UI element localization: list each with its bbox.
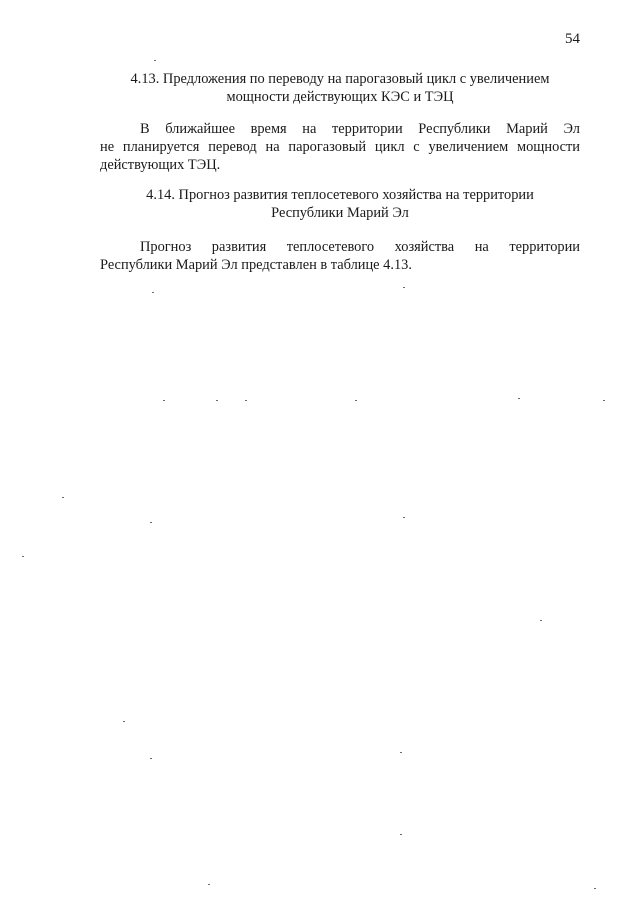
scan-speck (150, 522, 152, 523)
section-4-14-paragraph-line-1: Прогноз развития теплосетевого хозяйства на территории (140, 239, 580, 255)
section-4-14-heading (100, 186, 580, 222)
scan-speck (123, 721, 125, 722)
section-4-14-paragraph-line-2: Республики Марий Эл представлен в таблице 4.13. (100, 257, 412, 273)
scan-speck (603, 400, 605, 401)
scan-speck (403, 517, 405, 518)
scan-speck (152, 292, 154, 293)
scan-speck (403, 287, 405, 288)
scan-speck (518, 398, 520, 399)
section-4-13-paragraph (100, 120, 580, 174)
scan-speck (540, 620, 542, 621)
scan-speck (594, 888, 596, 889)
section-4-13-heading (100, 70, 580, 106)
scan-speck (22, 556, 24, 557)
scan-speck (163, 400, 165, 401)
scan-speck (400, 752, 402, 753)
scan-speck (245, 400, 247, 401)
section-4-13-heading-line-1: 4.13. Предложения по переводу на парогазовый цикл с увеличением (130, 71, 550, 87)
section-4-14-paragraph (100, 238, 580, 274)
section-4-13-heading-line-2: мощности действующих КЭС и ТЭЦ (226, 89, 454, 105)
section-4-14-heading-line-1: 4.14. Прогноз развития теплосетевого хозяйства на территории (146, 187, 534, 203)
scan-speck (150, 758, 152, 759)
scan-speck (62, 497, 64, 498)
section-4-13-paragraph-line-2: не планируется перевод на парогазовый цикл с увеличением мощности (100, 139, 580, 155)
scan-speck (216, 400, 218, 401)
scan-speck (355, 400, 357, 401)
page-number: 54 (565, 31, 580, 47)
scan-speck (400, 834, 402, 835)
section-4-13-paragraph-line-3: действующих ТЭЦ. (100, 157, 221, 173)
scan-speck (154, 60, 156, 61)
scan-speck (208, 884, 210, 885)
section-4-14-heading-line-2: Республики Марий Эл (271, 205, 409, 221)
section-4-13-paragraph-line-1: В ближайшее время на территории Республики Марий Эл (140, 121, 580, 137)
